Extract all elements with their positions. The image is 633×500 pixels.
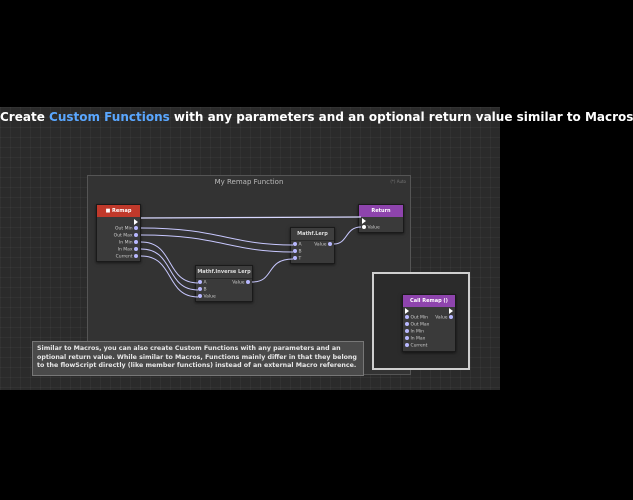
inverse-lerp-port-a[interactable]: A [198,280,207,287]
port-dot-icon [449,315,453,319]
port-dot-icon [134,247,138,251]
remap-node-header[interactable] [97,205,140,217]
port-dot-icon [405,329,409,333]
remap-port-current[interactable]: Current [116,254,138,261]
remap-node[interactable] [96,204,141,262]
return-node-header[interactable]: Return [359,205,403,217]
call-remap-port-current[interactable]: Current [405,343,427,350]
lerp-node[interactable] [290,227,335,264]
port-dot-icon [293,249,297,253]
remap-port-out-max[interactable]: Out Max [114,233,138,240]
port-dot-icon [405,315,409,319]
port-dot-icon [134,233,138,237]
port-dot-icon [293,242,297,246]
port-dot-icon [134,254,138,258]
remap-port-in-max[interactable]: In Max [118,247,138,254]
call-remap-port-in-min[interactable]: In Min [405,329,424,336]
remap-port-out-min[interactable]: Out Min [115,226,138,233]
lerp-node-header[interactable]: Mathf.Lerp [291,228,334,241]
lerp-port-b[interactable]: B [293,249,302,256]
lerp-port-value-out[interactable]: Value [314,242,332,249]
port-dot-icon [246,280,250,284]
panel-sub: (*) Auto [390,179,406,184]
headline [0,110,633,124]
flow-in-icon [362,218,366,224]
call-remap-port-value-out[interactable]: Value [435,315,453,322]
inverse-lerp-port-b[interactable]: B [198,287,207,294]
port-dot-icon [198,294,202,298]
panel-title: My Remap Function [214,178,284,186]
port-dot-icon [362,225,366,229]
flow-in-icon [405,308,409,314]
lerp-port-a[interactable]: A [293,242,302,249]
return-node[interactable] [358,204,404,233]
description-box: Similar to Macros, you can also create Custom Functions with any parameters and an optional return value. While similar to Macros, Functions mainly differ in that they belong to the flowScript directly (like member functions) instead of an external Macro reference. [32,341,364,376]
remap-port-in-min[interactable]: In Min [119,240,138,247]
port-dot-icon [134,240,138,244]
port-dot-icon [405,343,409,347]
lerp-port-t[interactable]: T [293,256,301,263]
inverse-lerp-port-value-out[interactable]: Value [232,280,250,287]
call-remap-port-out-max[interactable]: Out Max [405,322,429,329]
call-remap-port-out-min[interactable]: Out Min [405,315,428,322]
call-remap-node-header[interactable]: Call Remap () [403,295,455,307]
call-remap-node[interactable] [402,294,456,352]
remap-title: Remap [112,208,132,214]
return-port-value[interactable]: Value [362,225,380,232]
port-dot-icon [134,226,138,230]
headline-prefix: Create [0,110,50,124]
inverse-lerp-node-header[interactable]: Mathf.Inverse Lerp [196,266,252,279]
inverse-lerp-port-value[interactable]: Value [198,294,216,301]
port-dot-icon [293,256,297,260]
inverse-lerp-node[interactable] [195,265,253,302]
port-dot-icon [328,242,332,246]
call-remap-port-in-max[interactable]: In Max [405,336,425,343]
port-dot-icon [405,336,409,340]
flow-out-icon [134,219,138,225]
port-dot-icon [198,280,202,284]
remap-icon: ■ [105,208,113,214]
port-dot-icon [405,322,409,326]
headline-suffix: with any parameters and an optional return value similar to Macros [169,110,633,124]
flow-out-icon [449,308,453,314]
headline-accent: Custom Functions [49,110,170,124]
port-dot-icon [198,287,202,291]
